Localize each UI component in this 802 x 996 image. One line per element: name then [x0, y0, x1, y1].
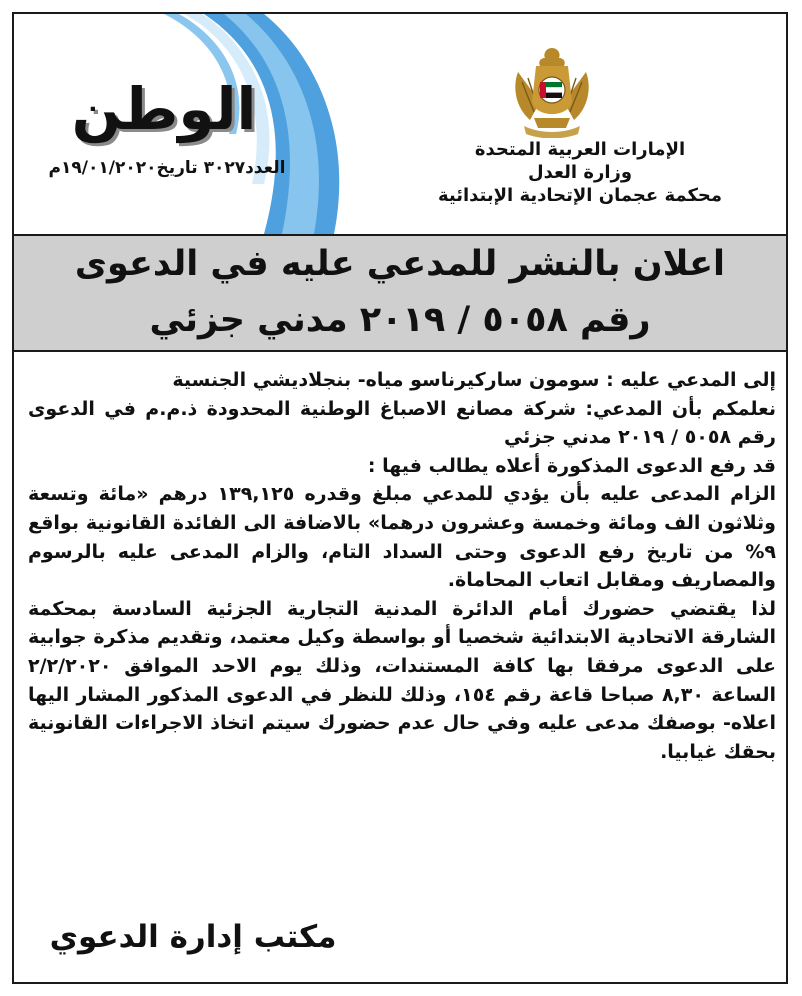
ministry-name: وزارة العدل — [527, 162, 633, 183]
court-name: محكمة عجمان الإتحادية الإبتدائية — [437, 185, 723, 206]
title-line-2: رقم ٥٠٥٨ / ٢٠١٩ مدني جزئي — [149, 300, 651, 340]
announcement-body — [28, 366, 776, 766]
newspaper-name: الوطن — [71, 75, 257, 143]
plaintiff-paragraph: نعلمكم بأن المدعي: شركة مصانع الاصباغ الوطنية المحدودة ذ.م.م في الدعوى رقم ٥٠٥٨ / ٢٠١٩ مدني جزئي — [28, 397, 776, 449]
claim-paragraph: الزام المدعى عليه بأن يؤدي للمدعي مبلغ وقدره ١٣٩,١٢٥ درهم «مائة وتسعة وثلاثون الف ومائة وخمسة وعشرون درهما» بالاضافة الى الفائدة القانونية بواقع ٩% من تاريخ رفع الدعوى وحتى السداد التام، والزام المدعى عليه بالرسوم والمصاريف ومقابل اتعاب المحاماة. — [28, 483, 776, 592]
issue-number-date: العدد٣٠٢٧ تاريخ١٩/٠١/٢٠٢٠م — [48, 158, 286, 178]
signature-office: مكتب إدارة الدعوي — [49, 919, 337, 955]
announcement-header — [14, 14, 786, 234]
summons-paragraph: لذا يقتضي حضورك أمام الدائرة المدنية التجارية الجزئية السادسة بمحكمة الشارقة الاتحادية الابتدائية شخصيا أو بواسطة وكيل معتمد، وتقديم مذكرة جوابية على الدعوى مرفقا بها كافة المستندات، وذلك يوم الاحد الموافق ٢/٢/٢٠٢٠ الساعة ٨,٣٠ صباحا قاعة رقم ١٥٤، وذلك للنظر في الدعوى المذكور المشار اليها اعلاه- بوصفك مدعى عليه وفي حال عدم حضورك سيتم اتخاذ الاجراءات القانونية بحقك غيابيا. — [28, 597, 776, 763]
announcement-title — [14, 234, 786, 352]
title-line-1: اعلان بالنشر للمدعي عليه في الدعوى — [74, 244, 726, 284]
announcement-frame — [12, 12, 788, 984]
uae-falcon-emblem-icon — [510, 42, 594, 138]
defendant-paragraph: إلى المدعي عليه : سومون ساركيرناسو مياه- بنجلاديشي الجنسية — [172, 369, 776, 391]
country-name: الإمارات العربية المتحدة — [474, 139, 686, 160]
claim-intro-paragraph: قد رفع الدعوى المذكورة أعلاه يطالب فيها : — [367, 454, 776, 477]
authority-block — [400, 138, 760, 207]
